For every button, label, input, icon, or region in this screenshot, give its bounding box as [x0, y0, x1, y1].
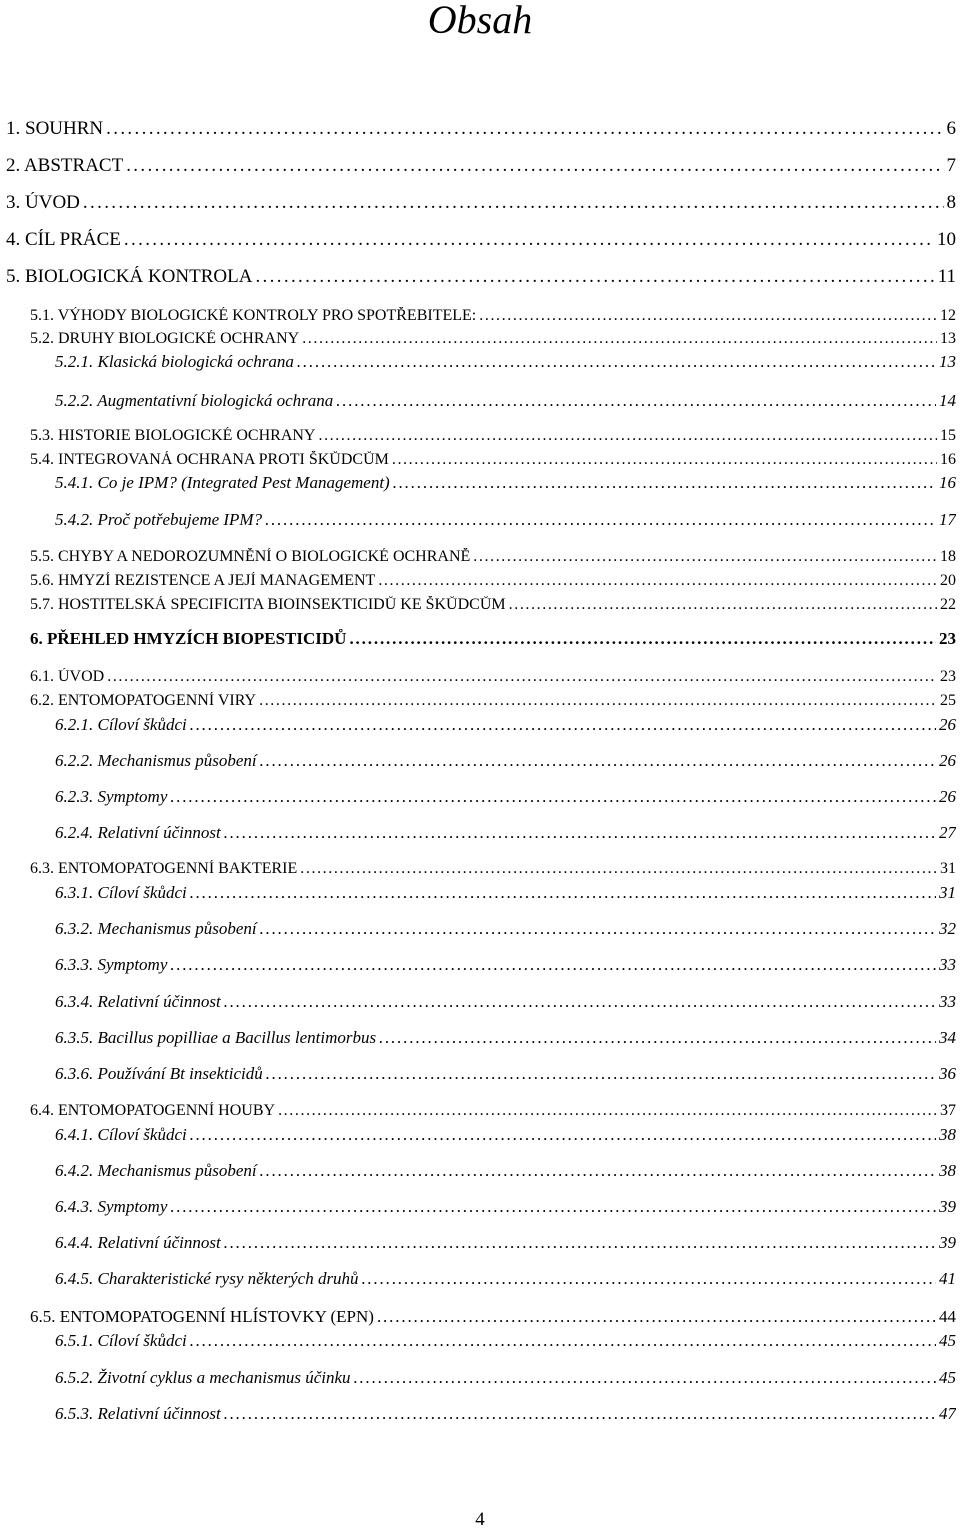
toc-leader — [224, 992, 936, 1012]
document-title: Obsah — [427, 0, 533, 42]
toc-leader — [393, 473, 936, 493]
toc-leader — [224, 1404, 936, 1424]
toc-entry[interactable] — [55, 955, 956, 975]
toc-entry-page: 31 — [939, 883, 956, 902]
toc-entry-page: 26 — [939, 751, 956, 770]
toc-entry[interactable] — [6, 192, 956, 214]
toc-leader — [126, 155, 943, 177]
toc-entry-label: 6.2.2. Mechanismus působení — [55, 751, 257, 770]
toc-leader — [379, 1028, 936, 1048]
toc-entry-page: 39 — [939, 1197, 956, 1216]
toc-entry-page: 20 — [940, 572, 956, 589]
page-number: 4 — [475, 1509, 485, 1530]
toc-entry[interactable] — [30, 1307, 956, 1327]
toc-leader — [224, 823, 936, 843]
toc-entry-label: 6.4.3. Symptomy — [55, 1197, 168, 1216]
toc-entry[interactable] — [55, 1368, 956, 1388]
toc-entry[interactable] — [55, 473, 956, 493]
toc-entry-page: 16 — [939, 473, 956, 492]
toc-entry-page: 34 — [939, 1028, 956, 1047]
toc-entry-page: 25 — [940, 692, 956, 709]
toc-leader — [190, 883, 936, 903]
toc-entry-page: 12 — [940, 307, 956, 324]
toc-entry-page: 11 — [937, 266, 956, 287]
toc-entry-page: 36 — [939, 1064, 956, 1083]
toc-entry[interactable] — [6, 266, 956, 288]
toc-entry-page: 41 — [939, 1269, 956, 1288]
toc-entry-label: 5.7. HOSTITELSKÁ SPECIFICITA BIOINSEKTICIDŮ KE ŠKŮDCŮM — [30, 596, 506, 613]
toc-leader — [302, 330, 937, 348]
toc-leader — [259, 692, 937, 710]
toc-leader — [354, 1368, 936, 1388]
toc-entry[interactable] — [55, 919, 956, 939]
toc-entry[interactable] — [6, 155, 956, 177]
toc-entry-label: 5.3. HISTORIE BIOLOGICKÉ OCHRANY — [30, 427, 316, 444]
toc-entry[interactable] — [55, 787, 956, 807]
toc-entry[interactable] — [55, 1028, 956, 1048]
toc-leader — [297, 352, 936, 372]
toc-entry-page: 31 — [940, 860, 956, 877]
toc-entry-page: 22 — [940, 596, 956, 613]
toc-leader — [378, 572, 937, 590]
toc-entry-label: 6.1. ÚVOD — [30, 668, 105, 685]
toc-entry[interactable] — [30, 860, 956, 878]
toc-leader — [190, 715, 936, 735]
toc-leader — [300, 860, 937, 878]
toc-entry-page: 38 — [939, 1125, 956, 1144]
toc-entry-label: 5. BIOLOGICKÁ KONTROLA — [6, 266, 253, 287]
toc-entry-label: 3. ÚVOD — [6, 192, 80, 213]
toc-leader — [473, 548, 937, 566]
toc-entry[interactable] — [55, 823, 956, 843]
toc-leader — [336, 391, 936, 411]
toc-leader — [260, 1161, 936, 1181]
toc-entry[interactable] — [30, 596, 956, 614]
toc-entry[interactable] — [30, 451, 956, 469]
toc-leader — [170, 787, 936, 807]
toc-entry-label: 6.4. ENTOMOPATOGENNÍ HOUBY — [30, 1102, 276, 1119]
toc-entry-page: 45 — [939, 1368, 956, 1387]
toc-leader — [190, 1331, 936, 1351]
toc-entry-page: 16 — [940, 451, 956, 468]
toc-entry-page: 14 — [939, 391, 956, 410]
toc-entry-label: 6. PŘEHLED HMYZÍCH BIOPESTICIDŮ — [30, 629, 347, 648]
toc-leader — [318, 427, 937, 445]
toc-leader — [392, 451, 937, 469]
toc-leader — [260, 919, 936, 939]
toc-leader — [107, 668, 937, 686]
toc-entry-page: 13 — [940, 330, 956, 347]
toc-entry[interactable] — [55, 1064, 956, 1084]
toc-entry[interactable] — [55, 883, 956, 903]
toc-entry-page: 32 — [939, 919, 956, 938]
toc-leader — [170, 1197, 936, 1217]
toc-entry[interactable] — [55, 1233, 956, 1253]
toc-entry[interactable] — [6, 118, 956, 140]
toc-entry-label: 6.5.1. Cíloví škůdci — [55, 1331, 187, 1350]
toc-entry[interactable] — [55, 391, 956, 411]
toc-entry[interactable] — [55, 715, 956, 735]
toc-entry-label: 6.3. ENTOMOPATOGENNÍ BAKTERIE — [30, 860, 298, 877]
toc-leader — [349, 629, 936, 649]
toc-entry-label: 6.5. ENTOMOPATOGENNÍ HLÍSTOVKY (EPN) — [30, 1307, 374, 1326]
toc-leader — [124, 229, 934, 251]
toc-entry-label: 5.1. VÝHODY BIOLOGICKÉ KONTROLY PRO SPOTŘEBITELE: — [30, 307, 477, 324]
toc-entry[interactable] — [30, 668, 956, 686]
toc-entry-label: 5.6. HMYZÍ REZISTENCE A JEJÍ MANAGEMENT — [30, 572, 376, 589]
toc-entry-page: 8 — [946, 192, 956, 213]
toc-entry[interactable] — [55, 1404, 956, 1424]
toc-entry[interactable] — [55, 1161, 956, 1181]
toc-entry-page: 37 — [940, 1102, 956, 1119]
toc-entry[interactable] — [55, 751, 956, 771]
toc-entry-label: 5.2. DRUHY BIOLOGICKÉ OCHRANY — [30, 330, 300, 347]
toc-entry-page: 18 — [940, 548, 956, 565]
toc-entry[interactable] — [30, 572, 956, 590]
toc-leader — [170, 955, 936, 975]
toc-entry-label: 6.2.3. Symptomy — [55, 787, 168, 806]
toc-entry-label: 1. SOUHRN — [6, 118, 104, 139]
toc-leader — [362, 1269, 936, 1289]
toc-entry-label: 4. CÍL PRÁCE — [6, 229, 121, 250]
toc-entry[interactable] — [30, 307, 956, 325]
toc-entry-page: 45 — [939, 1331, 956, 1350]
toc-entry[interactable] — [55, 992, 956, 1012]
toc-entry-label: 6.2.1. Cíloví škůdci — [55, 715, 187, 734]
toc-entry[interactable] — [30, 548, 956, 566]
toc-entry[interactable] — [6, 229, 956, 251]
toc-leader — [83, 192, 944, 214]
toc-entry-page: 10 — [937, 229, 956, 250]
toc-leader — [377, 1307, 936, 1327]
toc-entry-label: 6.4.4. Relativní účinnost — [55, 1233, 221, 1252]
toc-entry-page: 38 — [939, 1161, 956, 1180]
toc-entry-label: 5.2.2. Augmentativní biologická ochrana — [55, 391, 334, 410]
toc-leader — [278, 1102, 937, 1120]
toc-entry-label: 6.3.1. Cíloví škůdci — [55, 883, 187, 902]
toc-entry-label: 5.4. INTEGROVANÁ OCHRANA PROTI ŠKŮDCŮM — [30, 451, 389, 468]
toc-entry-page: 33 — [939, 955, 956, 974]
toc-entry[interactable] — [55, 1269, 956, 1289]
toc-entry-label: 5.4.1. Co je IPM? (Integrated Pest Management) — [55, 473, 390, 492]
toc-entry-label: 6.3.3. Symptomy — [55, 955, 168, 974]
toc-entry[interactable] — [30, 427, 956, 445]
toc-entry[interactable] — [55, 352, 956, 372]
toc-entry[interactable] — [55, 1125, 956, 1145]
toc-entry-page: 26 — [939, 715, 956, 734]
toc-entry-label: 6.4.2. Mechanismus působení — [55, 1161, 257, 1180]
toc-entry-label: 6.3.6. Používání Bt insekticidů — [55, 1064, 263, 1083]
toc-entry-label: 6.4.5. Charakteristické rysy některých druhů — [55, 1269, 359, 1288]
toc-entry-label: 6.2. ENTOMOPATOGENNÍ VIRY — [30, 692, 257, 709]
toc-leader — [190, 1125, 936, 1145]
toc-leader — [106, 118, 943, 140]
toc-leader — [479, 307, 937, 325]
toc-entry-label: 2. ABSTRACT — [6, 155, 124, 176]
toc-entry-page: 15 — [940, 427, 956, 444]
toc-leader — [509, 596, 937, 614]
toc-entry-page: 17 — [939, 510, 956, 529]
toc-entry-page: 39 — [939, 1233, 956, 1252]
toc-leader — [224, 1233, 936, 1253]
toc-entry-page: 7 — [946, 155, 956, 176]
toc-entry-label: 5.2.1. Klasická biologická ochrana — [55, 352, 294, 371]
toc-entry[interactable] — [30, 629, 956, 649]
toc-entry-label: 6.3.2. Mechanismus působení — [55, 919, 257, 938]
toc-entry[interactable] — [30, 1102, 956, 1120]
toc-entry-page: 13 — [939, 352, 956, 371]
toc-entry[interactable] — [55, 510, 956, 530]
toc-entry[interactable] — [55, 1197, 956, 1217]
toc-entry-page: 6 — [946, 118, 956, 139]
toc-entry-label: 6.2.4. Relativní účinnost — [55, 823, 221, 842]
toc-entry-page: 33 — [939, 992, 956, 1011]
toc-entry-label: 6.4.1. Cíloví škůdci — [55, 1125, 187, 1144]
toc-entry[interactable] — [55, 1331, 956, 1351]
toc-entry-page: 47 — [939, 1404, 956, 1423]
toc-entry-label: 5.5. CHYBY A NEDOROZUMNĚNÍ O BIOLOGICKÉ OCHRANĚ — [30, 548, 471, 565]
toc-entry[interactable] — [30, 692, 956, 710]
toc-entry-page: 23 — [939, 629, 956, 648]
toc-entry-label: 6.5.2. Životní cyklus a mechanismus účinku — [55, 1368, 351, 1387]
toc-leader — [255, 266, 934, 288]
toc-entry-page: 23 — [940, 668, 956, 685]
toc-entry-page: 44 — [939, 1307, 956, 1326]
toc-entry-label: 6.3.4. Relativní účinnost — [55, 992, 221, 1011]
toc-leader — [266, 1064, 936, 1084]
toc-entry-label: 6.3.5. Bacillus popilliae a Bacillus lentimorbus — [55, 1028, 377, 1047]
toc-entry-page: 26 — [939, 787, 956, 806]
toc-entry-page: 27 — [939, 823, 956, 842]
toc-leader — [265, 510, 936, 530]
toc-entry-label: 6.5.3. Relativní účinnost — [55, 1404, 221, 1423]
toc-leader — [260, 751, 936, 771]
toc-entry-label: 5.4.2. Proč potřebujeme IPM? — [55, 510, 263, 529]
toc-entry[interactable] — [30, 330, 956, 348]
